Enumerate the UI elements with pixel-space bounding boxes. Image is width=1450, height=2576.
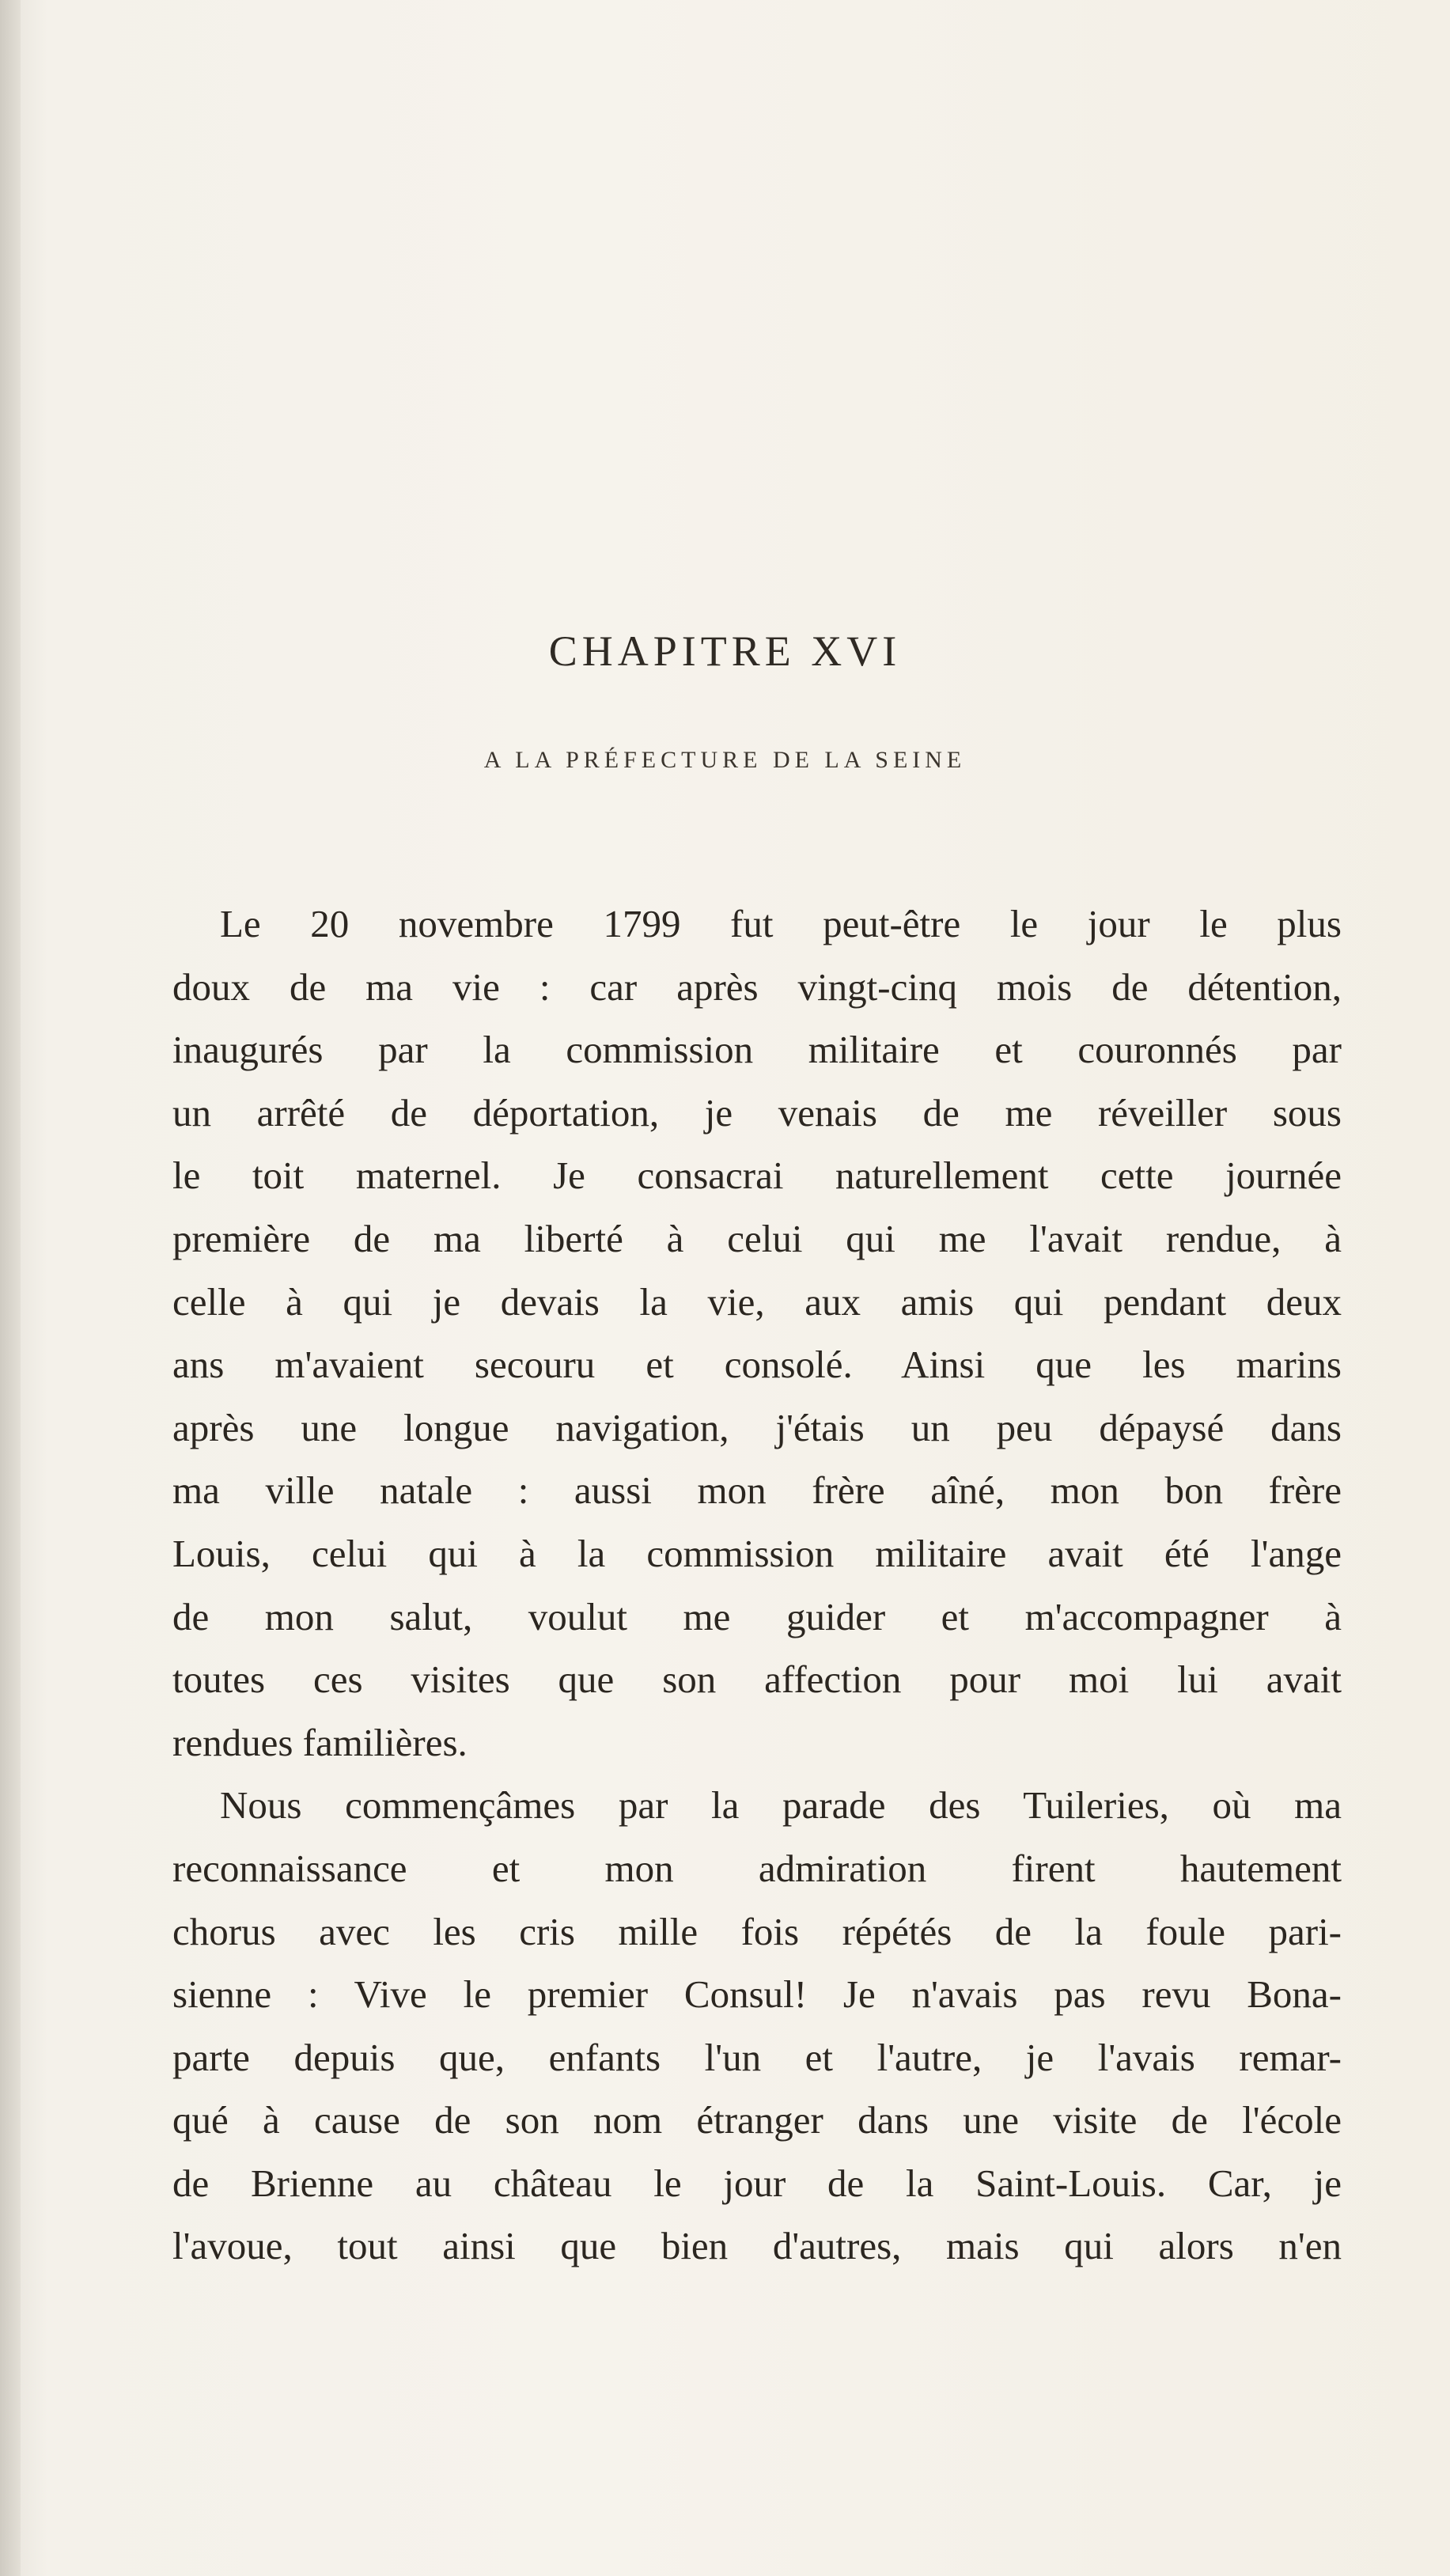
text-line: après une longue navigation, j'étais un peu dépaysé dans [172,1405,1342,1449]
text-line: de mon salut, voulut me guider et m'accompagner à [172,1594,1342,1638]
text-line: un arrêté de déportation, je venais de me réveiller sous [172,1090,1342,1135]
text-line: l'avoue, tout ainsi que bien d'autres, mais qui alors n'en [172,2224,1342,2268]
text-line: Le 20 novembre 1799 fut peut-être le jour le plus [220,902,1342,945]
page-gutter-shadow [0,0,21,2576]
text-line: le toit maternel. Je consacrai naturellement cette journée [172,1154,1342,1198]
body-text [172,892,1342,2278]
text-line: ma ville natale : aussi mon frère aîné, mon bon frère [172,1468,1342,1513]
text-line: première de ma liberté à celui qui me l'avait rendue, à [172,1216,1342,1260]
text-line: qué à cause de son nom étranger dans une visite de l'école [172,2098,1342,2142]
text-line: rendues familières. [172,1720,468,1764]
text-line: ans m'avaient secouru et consolé. Ainsi que les marins [172,1343,1342,1387]
text-line: parte depuis que, enfants l'un et l'autre, je l'avais remar- [172,2035,1342,2079]
text-line: de Brienne au château le jour de la Saint-Louis. Car, je [172,2161,1342,2205]
paragraph-2 [172,1774,1342,2278]
text-line: doux de ma vie : car après vingt-cinq mois de détention, [172,964,1342,1009]
chapter-subtitle: A LA PRÉFECTURE DE LA SEINE [483,747,967,773]
text-line: inaugurés par la commission militaire et couronnés par [172,1028,1342,1072]
text-line: reconnaissance et mon admiration firent hautement [172,1846,1342,1890]
text-line: Louis, celui qui à la commission militaire avait été l'ange [172,1531,1342,1575]
text-line: chorus avec les cris mille fois répétés de la foule pari- [172,1909,1342,1953]
text-line: sienne : Vive le premier Consul! Je n'avais pas revu Bona- [172,1972,1342,2017]
text-line: Nous commençâmes par la parade des Tuileries, où ma [220,1783,1342,1828]
paragraph-1 [172,892,1342,1774]
text-line: toutes ces visites que son affection pour moi lui avait [172,1657,1342,1702]
text-line: celle à qui je devais la vie, aux amis qui pendant deux [172,1279,1342,1324]
chapter-title: CHAPITRE XVI [548,627,902,675]
